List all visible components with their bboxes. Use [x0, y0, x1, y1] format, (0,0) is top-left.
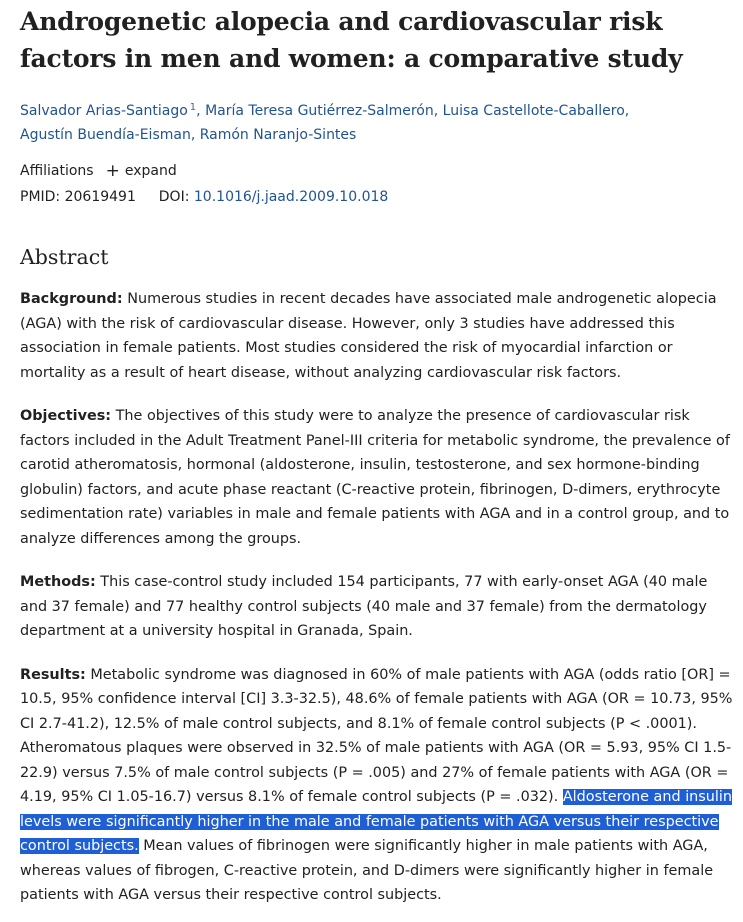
author-list: Salvador Arias-Santiago $^1$, María Teresa Gutiérrez-Salmerón, Luisa Castellote-Caballero, Agustín Buendía-Eisman, Ramón Naranjo-Sintes	[20, 102, 630, 143]
expand-label: expand	[124, 163, 177, 179]
abstract-results	[20, 663, 736, 908]
plus-icon: +	[105, 160, 120, 181]
objectives-text: The objectives of this study were to analyze the presence of cardiovascular risk factors included in the Adult Treatment Panel-III criteria for metabolic syndrome, the prevalence of carotid atheromatosis, hormonal (aldosterone, insulin, testosterone, and sex hormone-binding globulin) factors, and acute phase reactant (C-reactive protein, fibrinogen, D-dimers, erythrocyte sedimentation rate) variables in male and female patients with AGA and in a control group, and to analyze differences among the groups.	[20, 408, 730, 547]
pmid-value: 20619491	[64, 189, 136, 205]
affiliations-label: Affiliations	[20, 163, 94, 179]
pmid-label: PMID:	[20, 189, 61, 205]
background-label: Background:	[20, 291, 123, 307]
abstract-objectives	[20, 404, 736, 551]
doi-link[interactable]: 10.1016/j.jaad.2009.10.018	[193, 189, 389, 205]
results-text: Metabolic syndrome was diagnosed in 60% of male patients with AGA (odds ratio [OR] = 10.5, 95% confidence interval [CI] 3.3-32.5), 48.6% of female patients with AGA (OR = 10.73, 95% CI 2.7-41.2), 12.5% of male control subjects, and 8.1% of female control subjects (P < .0001). Atheromatous plaques were observed in 32.5% of male patients with AGA (OR = 5.93, 95% CI 1.5-22.9) versus 7.5% of male control subjects (P = .005) and 27% of female patients with AGA (OR = 4.19, 95% CI 1.05-16.7) versus 8.1% of female control subjects (P = .032).	[20, 666, 733, 805]
objectives-label: Objectives:	[20, 408, 112, 424]
author-link[interactable]: María Teresa Gutiérrez-Salmerón	[205, 103, 434, 119]
selected-text[interactable]: Aldosterone and insulin levels were significantly higher in the male and female patients with AGA versus their respective control subjects.	[20, 789, 733, 854]
background-text: Numerous studies in recent decades have associated male androgenetic alopecia (AGA) with the risk of cardiovascular disease. However, only 3 studies have addressed this association in female patients. Most studies considered the risk of myocardial infarction or mortality as a result of heart disease, without analyzing cardiovascular risk factors.	[20, 291, 717, 381]
results-text-continued: Mean values of fibrinogen were significantly higher in male patients with AGA, whereas values of fibrogen, C-reactive protein, and D-dimers were significantly higher in female patients with AGA versus their respective control subjects.	[20, 838, 714, 903]
article-page	[20, 0, 736, 922]
methods-label: Methods:	[20, 574, 96, 590]
methods-text: This case-control study included 154 participants, 77 with early-onset AGA (40 male and 37 female) and 77 healthy control subjects (40 male and 37 female) from the dermatology department at a university hospital in Granada, Spain.	[20, 574, 708, 639]
author-link[interactable]: Salvador Arias-Santiago	[20, 103, 188, 119]
author-link[interactable]: Agustín Buendía-Eisman	[20, 127, 191, 143]
identifiers	[20, 186, 736, 208]
affiliations-row	[20, 160, 736, 182]
affiliation-ref[interactable]: 1	[189, 102, 197, 113]
abstract-methods	[20, 570, 736, 644]
results-label: Results:	[20, 666, 86, 683]
expand-affiliations-button[interactable]	[106, 160, 177, 182]
author-link[interactable]: Luisa Castellote-Caballero	[442, 103, 625, 119]
abstract-heading: Abstract	[20, 245, 109, 269]
abstract-background	[20, 287, 736, 385]
article-title: Androgenetic alopecia and cardiovascular risk factors in men and women: a comparative study	[20, 7, 683, 73]
doi-label: DOI:	[158, 189, 190, 205]
author-link[interactable]: Ramón Naranjo-Sintes	[199, 127, 357, 143]
